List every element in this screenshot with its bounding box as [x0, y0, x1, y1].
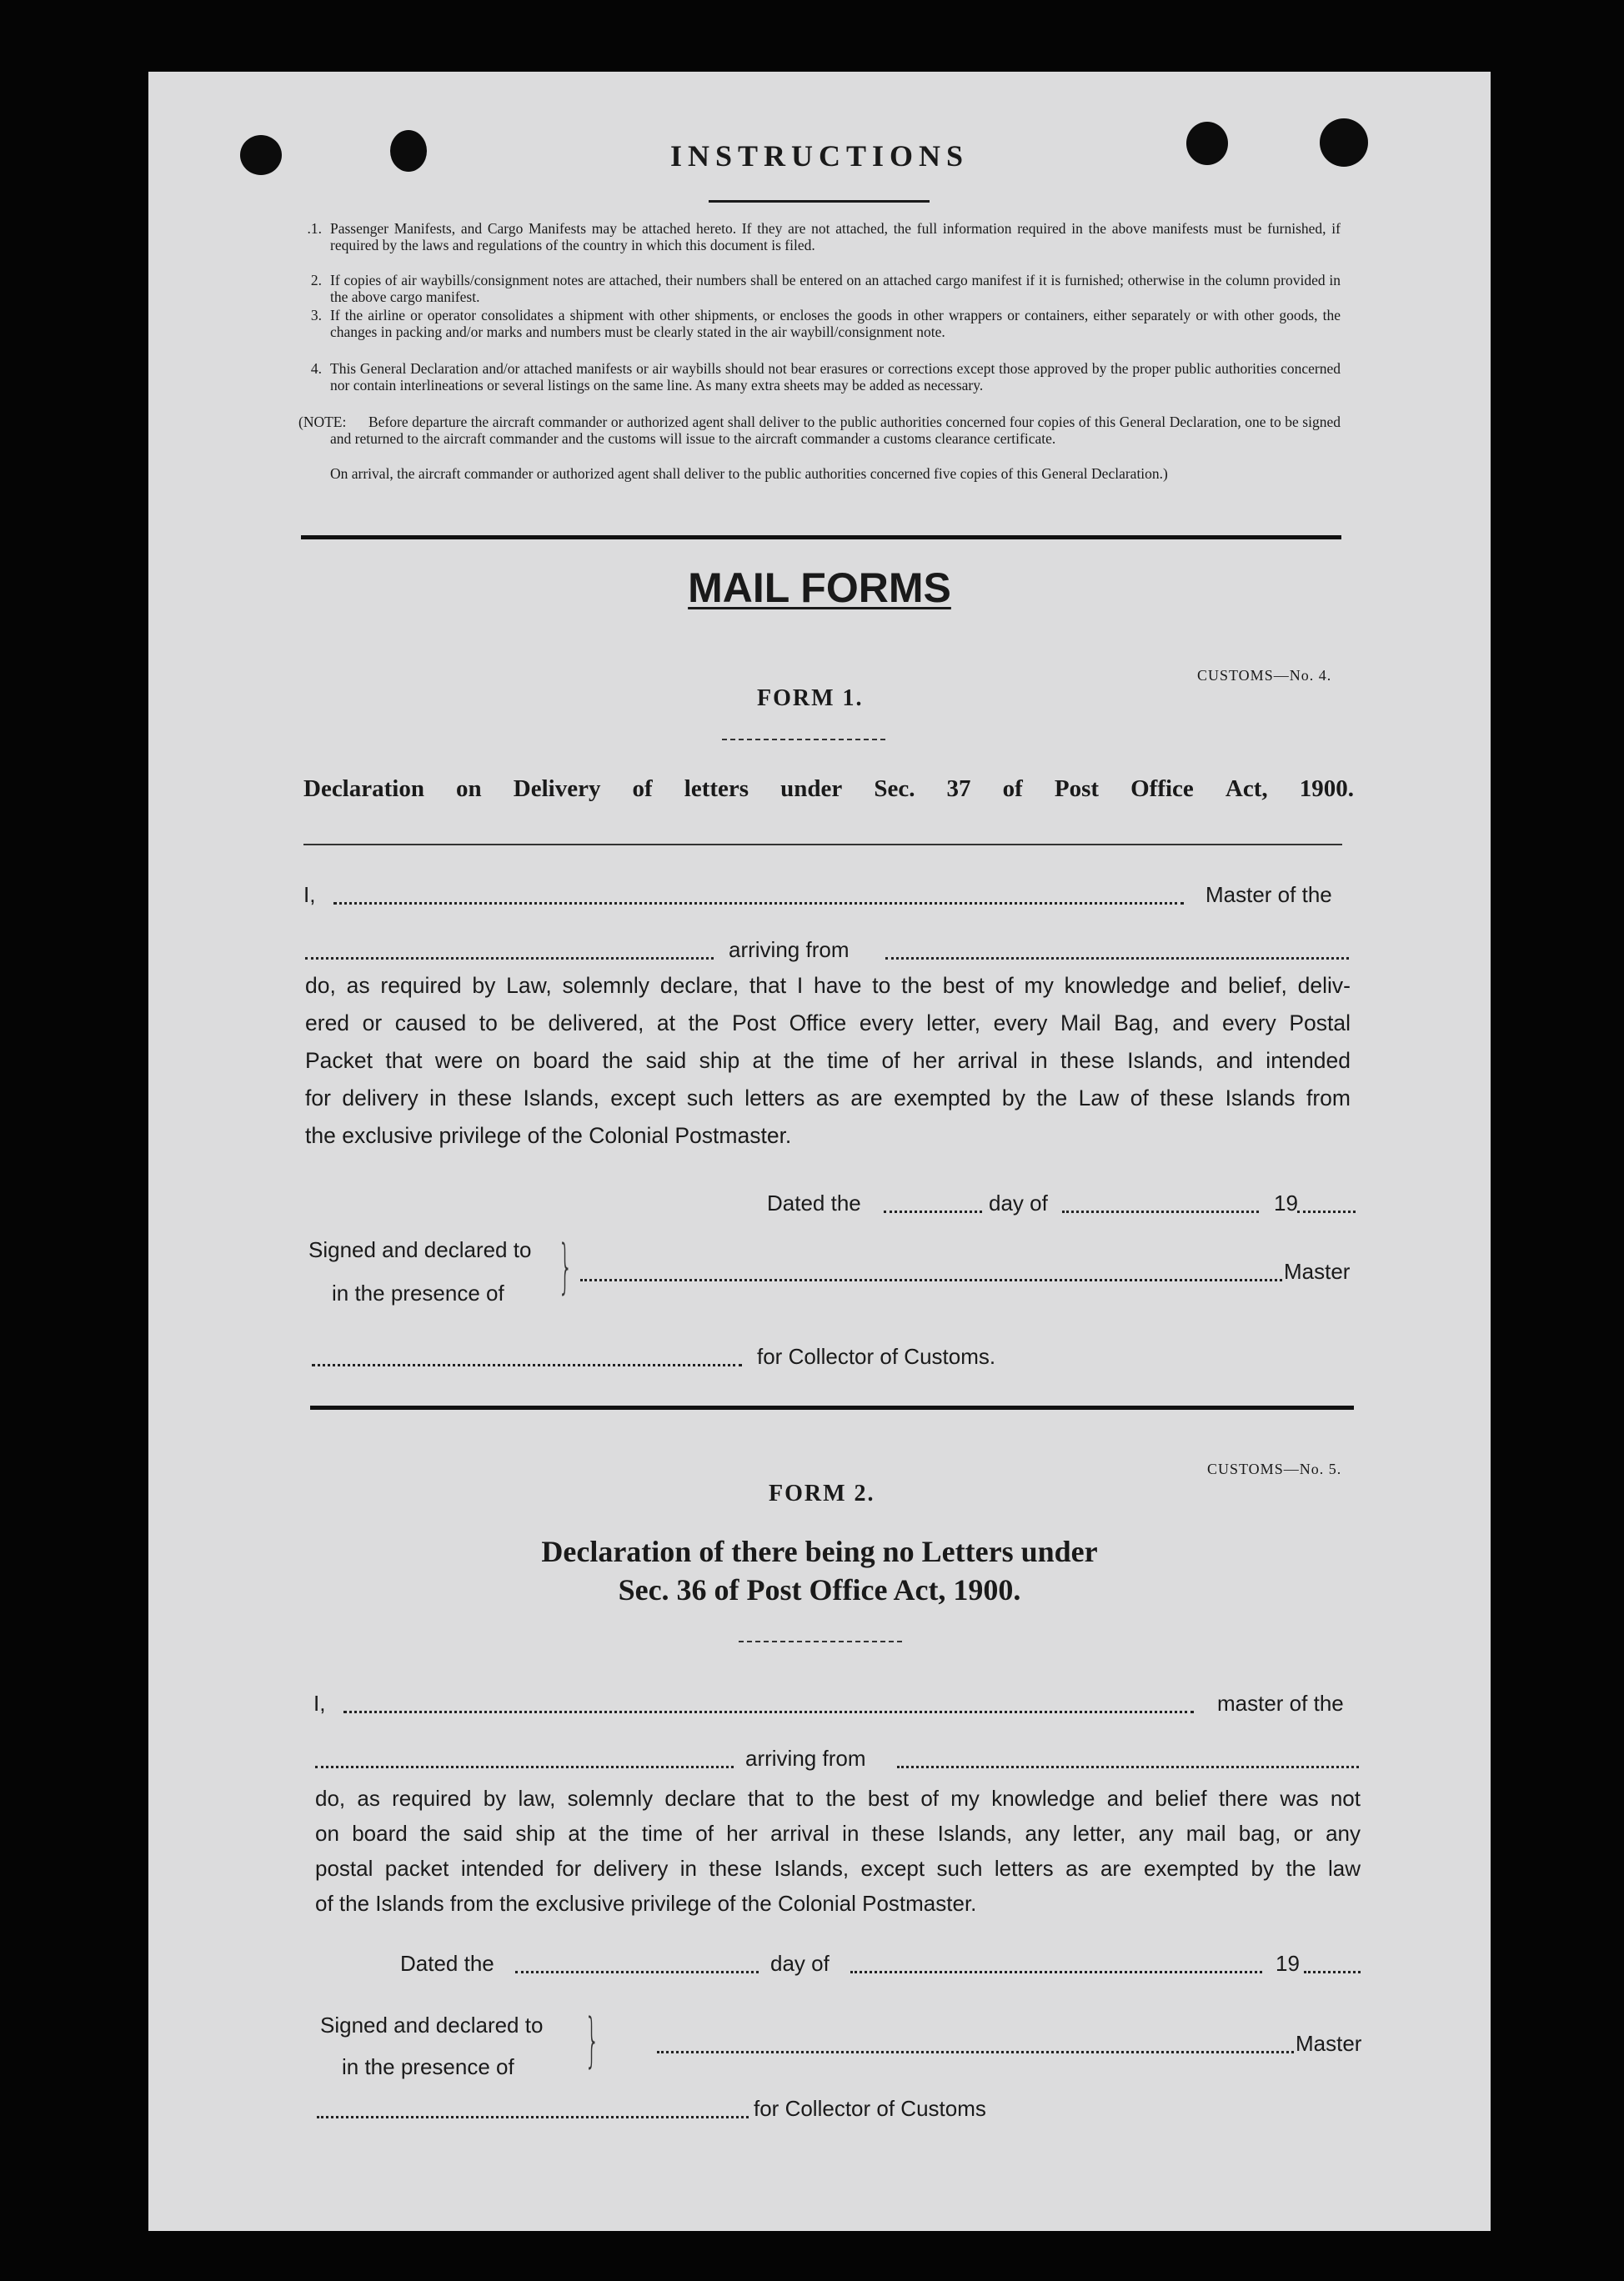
- form1-body-line: Packet that were on board the said ship at the time of her arrival in these Islands, and intended: [305, 1048, 1351, 1073]
- form1-heading-word: 37: [946, 775, 971, 802]
- form1-label-rule: [722, 739, 885, 740]
- note-text-arrival: On arrival, the aircraft commander or authorized agent shall deliver to the public authorities concerned five copies of this General Declaration.): [330, 465, 1168, 482]
- form1-heading-word: 1900.: [1299, 775, 1354, 802]
- form2-master-of-the: master of the: [1217, 1691, 1344, 1716]
- form1-heading-word: Delivery: [513, 775, 601, 802]
- form2-date-day-field[interactable]: [515, 1971, 759, 1973]
- form1-master-of-the: Master of the: [1205, 882, 1332, 907]
- form2-signed-line2: in the presence of: [342, 2054, 514, 2079]
- form2-signed-line1: Signed and declared to: [320, 2013, 544, 2038]
- form1-heading-word: on: [456, 775, 482, 802]
- form2-customs-number: CUSTOMS—No. 5.: [1207, 1461, 1342, 1477]
- form2-year-prefix: 19: [1276, 1951, 1300, 1976]
- form2-body-line: on board the said ship at the time of her arrival in these Islands, any letter, any mail bag, or any: [315, 1821, 1361, 1846]
- form1-year-prefix: 19: [1274, 1191, 1298, 1216]
- form2-name-field[interactable]: [343, 1711, 1194, 1713]
- form1-customs-number: CUSTOMS—No. 4.: [1197, 667, 1332, 684]
- form2-signature-field[interactable]: [657, 2051, 1294, 2053]
- instruction-number-4: 4.: [310, 360, 322, 377]
- form1-heading-word: Office: [1130, 775, 1194, 802]
- form2-heading-rule: [739, 1641, 902, 1642]
- form1-dated-the: Dated the: [767, 1191, 861, 1216]
- instruction-text-3: If the airline or operator consolidates a shipment with other shipments, or encloses the goods in other wrappers or containers, either separately or with other goods, the changes in packing and/or marks and numbers must be clearly stated in the air waybill/consignment note.: [330, 307, 1341, 340]
- form1-day-of: day of: [989, 1191, 1048, 1216]
- form2-day-of: day of: [770, 1951, 830, 1976]
- form1-heading-word: of: [1002, 775, 1023, 802]
- form1-collector-label: for Collector of Customs.: [757, 1344, 996, 1369]
- instructions-title-rule: [709, 200, 930, 203]
- form1-heading-word: under: [780, 775, 843, 802]
- form2-body-line: postal packet intended for delivery in these Islands, except such letters as are exempted by the law: [315, 1856, 1361, 1881]
- form2-arriving-from: arriving from: [745, 1746, 866, 1771]
- form2-body: [315, 1781, 1361, 1921]
- form1-heading-word: Act,: [1225, 775, 1268, 802]
- form1-heading-word: Post: [1054, 775, 1100, 802]
- instruction-number-3: 3.: [310, 307, 322, 323]
- document-page: [148, 72, 1491, 2231]
- mail-forms-title: [148, 564, 1491, 612]
- form1-signed-line2: in the presence of: [332, 1281, 504, 1306]
- instructions-title: INSTRUCTIONS: [669, 139, 970, 173]
- form1-date-day-field[interactable]: [884, 1211, 982, 1213]
- note-text: Before departure the aircraft commander or authorized agent shall deliver to the public authorities concerned four copies of this General Declaration, one to be signed and returned to the aircraft commander and the customs will issue to the aircraft commander a customs clearance certificate.: [330, 414, 1341, 447]
- form1-body-line: do, as required by Law, solemnly declare, that I have to the best of my knowledge and belief, deliv-: [305, 973, 1351, 998]
- form1-date-month-field[interactable]: [1062, 1211, 1259, 1213]
- instruction-number-2: 2.: [310, 272, 322, 288]
- form1-heading-word: Declaration: [303, 775, 424, 802]
- form1-arriving-from: arriving from: [729, 937, 850, 962]
- form1-name-field[interactable]: [333, 902, 1184, 905]
- instruction-text-2: If copies of air waybills/consignment notes are attached, their numbers shall be entered on an attached cargo manifest if it is furnished; otherwise in the column provided in the above cargo manifest.: [330, 272, 1341, 305]
- form1-ship-field[interactable]: [305, 957, 714, 960]
- form1-body-line: for delivery in these Islands, except such letters as are exempted by the Law of these Islands from: [305, 1085, 1351, 1110]
- form2-ship-field[interactable]: [315, 1766, 734, 1768]
- note-prefix: (NOTE:: [298, 414, 347, 430]
- form2-body-last-line: of the Islands from the exclusive privilege of the Colonial Postmaster.: [315, 1891, 977, 1916]
- instruction-text-1: Passenger Manifests, and Cargo Manifests may be attached hereto. If they are not attached, the full information required in the above manifests must be furnished, if required by the laws and regulations of the country in which this document is filed.: [330, 220, 1341, 253]
- section-divider-2: [310, 1406, 1354, 1410]
- form1-origin-field[interactable]: [885, 957, 1349, 960]
- section-divider-1: [301, 535, 1341, 539]
- form1-heading-word: of: [632, 775, 653, 802]
- form2-year-field[interactable]: [1304, 1971, 1361, 1973]
- form2-date-month-field[interactable]: [850, 1971, 1262, 1973]
- form1-collector-field[interactable]: [312, 1364, 742, 1366]
- form2-heading-line1: Declaration of there being no Letters under: [541, 1535, 1098, 1568]
- form1-heading: [303, 775, 1354, 803]
- form2-heading: [148, 1532, 1491, 1609]
- form1-heading-word: letters: [684, 775, 749, 802]
- form2-origin-field[interactable]: [897, 1766, 1359, 1768]
- form2-i-label: I,: [313, 1691, 326, 1716]
- form2-master-label: Master: [1296, 2031, 1362, 2056]
- form2-heading-line2: Sec. 36 of Post Office Act, 1900.: [618, 1573, 1021, 1607]
- form1-signature-field[interactable]: [580, 1279, 1282, 1281]
- form2-body-line: do, as required by law, solemnly declare that to the best of my knowledge and belief there was not: [315, 1786, 1361, 1811]
- form1-heading-word: Sec.: [874, 775, 915, 802]
- form1-brace: }: [558, 1232, 574, 1301]
- form1-body: [305, 967, 1351, 1155]
- form2-collector-field[interactable]: [317, 2116, 749, 2118]
- form1-body-line: ered or caused to be delivered, at the Post Office every letter, every Mail Bag, and every Postal: [305, 1010, 1351, 1035]
- form2-label: FORM 2.: [769, 1481, 875, 1506]
- form2-brace: }: [584, 2006, 600, 2074]
- form2-collector-label: for Collector of Customs: [754, 2096, 986, 2121]
- form1-heading-rule: [303, 844, 1342, 845]
- form1-i-label: I,: [303, 882, 316, 907]
- form1-signed-line1: Signed and declared to: [308, 1237, 532, 1262]
- form1-label: FORM 1.: [757, 685, 864, 711]
- instruction-number-1: .1.: [307, 220, 322, 237]
- mail-forms-title-text: MAIL FORMS: [688, 564, 951, 611]
- form2-dated-the: Dated the: [400, 1951, 494, 1976]
- form1-year-field[interactable]: [1297, 1211, 1356, 1213]
- form1-master-label: Master: [1284, 1259, 1351, 1284]
- form1-body-last-line: the exclusive privilege of the Colonial Postmaster.: [305, 1123, 792, 1148]
- instruction-text-4: This General Declaration and/or attached manifests or air waybills should not bear erasures or corrections except those approved by the proper public authorities concerned nor contain interlineations or several listings on the same line. As many extra sheets may be added as necessary.: [330, 360, 1341, 394]
